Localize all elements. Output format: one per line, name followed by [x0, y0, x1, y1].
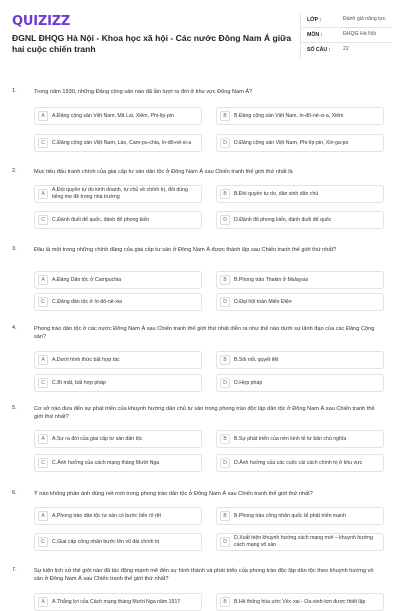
option-letter: C — [38, 138, 48, 148]
option-c[interactable] — [34, 454, 202, 472]
option-text: C.Ảnh hưởng của cách mạng tháng Mười Nga — [52, 459, 160, 466]
option-letter: A — [38, 189, 48, 199]
option-letter: B — [220, 434, 230, 444]
option-text: B.Phong trào Thakin ở Malaysia — [234, 276, 308, 283]
question-text: Đâu là một trong những chính đảng của giai cấp tư sản ở Đông Nam Á được thành lập sau Chiến tranh thế giới thứ nhất? — [34, 247, 337, 253]
worksheet-meta — [300, 13, 392, 58]
option-letter: D — [220, 215, 230, 225]
option-a[interactable] — [34, 107, 202, 125]
option-letter: C — [38, 537, 48, 547]
option-letter: A — [38, 111, 48, 121]
option-text: A.Thắng lợi của Cách mạng tháng Mười Nga năm 1917 — [52, 598, 181, 605]
option-b[interactable] — [216, 271, 384, 289]
option-letter: A — [38, 355, 48, 365]
question-number: 1. — [12, 88, 17, 94]
question-number: 7. — [12, 567, 17, 573]
option-letter: D — [220, 297, 230, 307]
option-text: A.Phong trào dân tộc tư sản có bước tiến rõ rệt — [52, 512, 161, 519]
option-a[interactable] — [34, 430, 202, 448]
option-text: C.Đảng dân tộc ở In-đô-nê-xia — [52, 298, 123, 305]
question-text: Cơ sở nào đưa đến sự phát triển của khuynh hướng dân chủ tư sản trong phong trào độc lập dân tộc ở Đông Nam Á sau Chiến tranh thế giới thứ nhất? — [34, 406, 375, 420]
option-a[interactable] — [34, 507, 202, 525]
option-b[interactable] — [216, 430, 384, 448]
option-text: A.Dưới hình thức bất hợp tác — [52, 356, 120, 363]
meta-row-question-count — [301, 43, 392, 58]
option-letter: B — [220, 189, 230, 199]
option-text: A.Đòi quyền tự do kinh doanh, tự chủ về chính trị, đòi dùng tiếng mẹ đẻ trong nhà trường — [52, 187, 188, 200]
option-text: D.Đảng cộng sản Việt Nam, Phi-líp-pin, Xin-ga-po — [234, 139, 349, 146]
option-text: D.Ảnh hưởng của các cuộc cải cách chính trị ở khu vực — [234, 459, 363, 466]
option-c[interactable] — [34, 211, 202, 229]
option-a[interactable] — [34, 185, 202, 203]
option-d[interactable] — [216, 374, 384, 392]
option-c[interactable] — [34, 293, 202, 311]
option-text: D.Đánh đổ phong kiến, đánh đuổi đế quốc — [234, 216, 332, 223]
option-a[interactable] — [34, 593, 202, 611]
option-letter: B — [220, 597, 230, 607]
option-letter: B — [220, 511, 230, 521]
option-text: C.Đảng cộng sản Việt Nam, Lào, Cam-pu-chia, In-đô-nê-xi-a — [52, 139, 192, 146]
option-letter: B — [220, 355, 230, 365]
option-d[interactable] — [216, 533, 384, 551]
option-text: D.Hợp pháp — [234, 379, 263, 386]
option-b[interactable] — [216, 351, 384, 369]
quizizz-logo: QUIZIZZ — [12, 14, 71, 29]
option-c[interactable] — [34, 533, 202, 551]
meta-label: MÔN : — [307, 32, 323, 38]
option-letter: A — [38, 275, 48, 285]
option-letter: B — [220, 111, 230, 121]
question-text: Ý nào không phản ánh đúng nét mới trong phong trào dân tộc ở Đông Nam Á sau Chiến tranh thế giới thứ nhất? — [34, 491, 313, 497]
option-text: C.Bí mật, bất hợp pháp — [52, 379, 106, 386]
option-a[interactable] — [34, 351, 202, 369]
option-a[interactable] — [34, 271, 202, 289]
option-text: B.Đòi quyền tự do, dân sinh dân chủ — [234, 190, 319, 197]
option-letter: A — [38, 597, 48, 607]
meta-label: SỐ CÂU : — [307, 47, 331, 53]
option-text: B.Phong trào công nhân quốc tế phát triển mạnh — [234, 512, 346, 519]
worksheet-title: ĐGNL ĐHQG Hà Nội - Khoa học xã hội - Các nước Đông Nam Á giữa hai cuộc chiến tranh — [12, 33, 292, 54]
option-letter: D — [220, 378, 230, 388]
option-letter: D — [220, 138, 230, 148]
option-letter: C — [38, 215, 48, 225]
option-text: D.Đại hội toàn Miến Điện — [234, 298, 292, 305]
option-b[interactable] — [216, 107, 384, 125]
option-text: B.Hệ thống hòa ước Véc-xai - Oa-sinh-tơn được thiết lập — [234, 598, 366, 605]
option-letter: C — [38, 378, 48, 388]
option-letter: B — [220, 275, 230, 285]
option-text: B.Sự phát triển của nền kinh tế tư bản chủ nghĩa — [234, 435, 347, 442]
option-letter: A — [38, 434, 48, 444]
question-number: 3. — [12, 246, 17, 252]
option-d[interactable] — [216, 454, 384, 472]
question-text: Trong năm 1930, những Đảng cộng sản nào đã lần lượt ra đời ở khu vực Đông Nam Á? — [34, 89, 253, 95]
question-number: 6. — [12, 490, 17, 496]
option-text: C.Giai cấp công nhân bước lên vũ đài chính trị — [52, 538, 160, 545]
option-text: B.Sôi nổi, quyết liệt — [234, 356, 279, 363]
option-c[interactable] — [34, 134, 202, 152]
option-b[interactable] — [216, 507, 384, 525]
option-text: A.Đảng Dân tộc ở Campuchia — [52, 276, 122, 283]
worksheet-header — [0, 0, 400, 80]
option-text: C.Đánh đuổi đế quốc, đánh đổ phong kiến — [52, 216, 150, 223]
option-c[interactable] — [34, 374, 202, 392]
option-letter: A — [38, 511, 48, 521]
meta-value: 22 — [343, 46, 349, 52]
meta-row-subject — [301, 28, 392, 43]
question-number: 5. — [12, 405, 17, 411]
meta-row-class — [301, 13, 392, 28]
option-text: A.Sự ra đời của giai cấp tư sản dân tộc — [52, 435, 143, 442]
question-number: 4. — [12, 325, 17, 331]
option-letter: C — [38, 458, 48, 468]
question-text: Mục tiêu đấu tranh chính của giai cấp tư sản dân tộc ở Đông Nam Á sau Chiến tranh thế giới thứ nhất là — [34, 169, 293, 175]
option-b[interactable] — [216, 185, 384, 203]
option-text: A.Đảng cộng sản Việt Nam, Mã Lai, Xiêm, Phi-líp-pin — [52, 112, 174, 119]
option-d[interactable] — [216, 293, 384, 311]
option-letter: D — [220, 537, 230, 547]
option-d[interactable] — [216, 211, 384, 229]
option-letter: D — [220, 458, 230, 468]
option-d[interactable] — [216, 134, 384, 152]
option-text: D.Xuất hiện khuynh hướng cách mạng mới – khuynh hướng cách mạng vô sản — [234, 535, 373, 548]
meta-label: LỚP : — [307, 17, 322, 23]
meta-value: ĐHQG Hà Nội — [343, 31, 376, 37]
option-text: B.Đảng cộng sản Việt Nam, In-đô-nê-xi-a, Xiêm — [234, 112, 344, 119]
option-b[interactable] — [216, 593, 384, 611]
question-text: Sự kiện lịch sử thế giới nào đã tác động mạnh mẽ đến sự hình thành và phát triển của phong trào độc lập dân tộc theo khuynh hướng vô sản ở Đông Nam Á sau Chiến tranh thế giới thứ nhất? — [34, 568, 374, 582]
meta-value: Đánh giá năng lực — [343, 16, 386, 22]
question-text: Phong trào dân tộc ở các nước Đông Nam Á sau Chiến tranh thế giới thứ nhất diễn ra như thế nào dưới sự lãnh đạo của các Đảng Cộng sản? — [34, 326, 375, 340]
question-number: 2. — [12, 168, 17, 174]
option-letter: C — [38, 297, 48, 307]
